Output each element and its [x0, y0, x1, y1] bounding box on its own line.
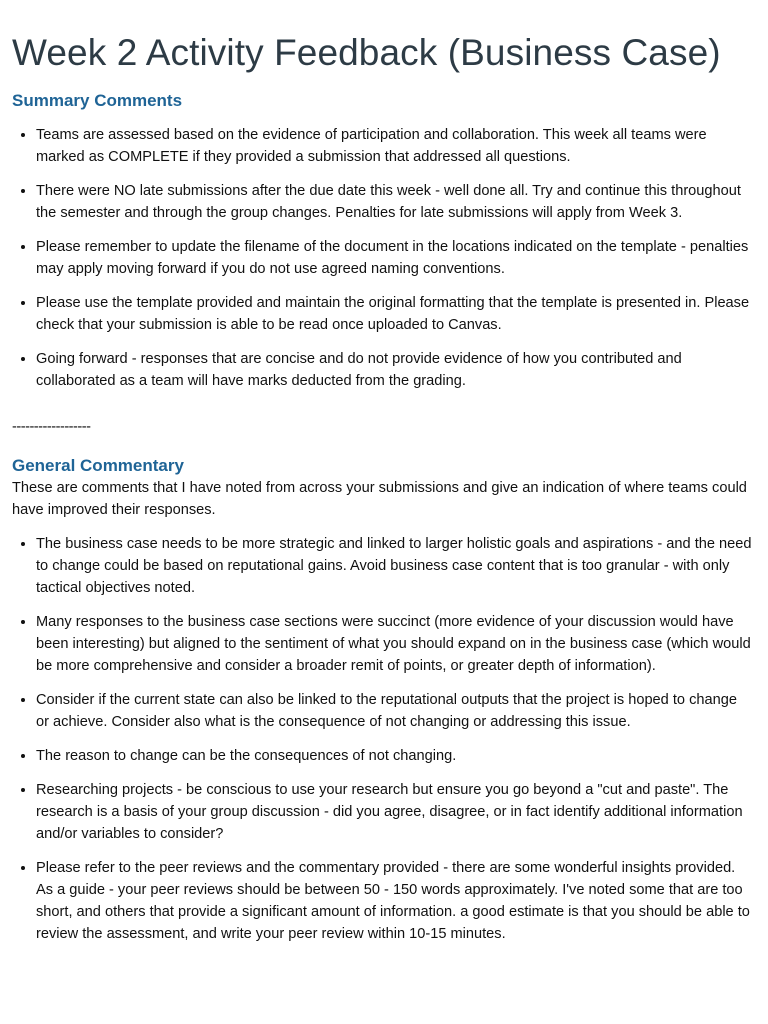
general-list: [12, 533, 756, 945]
summary-item: • Teams are assessed based on the evidence of participation and collaboration. This week all teams were marked as COMPLETE if they provided a submission that addressed all questions.: [36, 124, 756, 168]
summary-item: • Please use the template provided and maintain the original formatting that the template is presented in. Please check that your submission is able to be read once uploaded to Canvas.: [36, 292, 756, 336]
section-divider: ------------------: [12, 419, 91, 435]
general-item: • Consider if the current state can also be linked to the reputational outputs that the project is hoped to change or achieve. Consider also what is the consequence of not changing or addressing this issue.: [36, 689, 756, 733]
summary-item: • Going forward - responses that are concise and do not provide evidence of how you contributed and collaborated as a team will have marks deducted from the grading.: [36, 348, 756, 392]
general-item: • Many responses to the business case sections were succinct (more evidence of your discussion would have been interesting) but aligned to the sentiment of what you should expand on in the business case (which would be more comprehensive and consider a broader remit of points, or greater depth of information).: [36, 611, 756, 677]
page-title: Week 2 Activity Feedback (Business Case): [12, 32, 721, 73]
summary-item: • There were NO late submissions after the due date this week - well done all. Try and continue this throughout the semester and through the group changes. Penalties for late submissions will apply from Week 3.: [36, 180, 756, 224]
general-intro: These are comments that I have noted from across your submissions and give an indication of where teams could have improved their responses.: [12, 480, 747, 518]
general-item: • Researching projects - be conscious to use your research but ensure you go beyond a "cut and paste". The research is a basis of your group discussion - did you agree, disagree, or in fact identify additional information and/or variables to consider?: [36, 779, 756, 845]
summary-list: [12, 124, 756, 392]
summary-item: • Please remember to update the filename of the document in the locations indicated on the template - penalties may apply moving forward if you do not use agreed naming conventions.: [36, 236, 756, 280]
general-item: • Please refer to the peer reviews and the commentary provided - there are some wonderful insights provided. As a guide - your peer reviews should be between 50 - 150 words approximately. I've noted some that are too short, and others that provide a significant amount of information. a good estimate is that you should be able to review the assessment, and write your peer review within 10-15 minutes.: [36, 857, 756, 945]
summary-heading: Summary Comments: [12, 91, 183, 110]
general-item: • The reason to change can be the consequences of not changing.: [36, 745, 756, 767]
general-item: • The business case needs to be more strategic and linked to larger holistic goals and aspirations - and the need to change could be based on reputational gains. Avoid business case content that is too granular - with only tactical objectives noted.: [36, 533, 756, 599]
general-heading: General Commentary: [12, 456, 184, 475]
